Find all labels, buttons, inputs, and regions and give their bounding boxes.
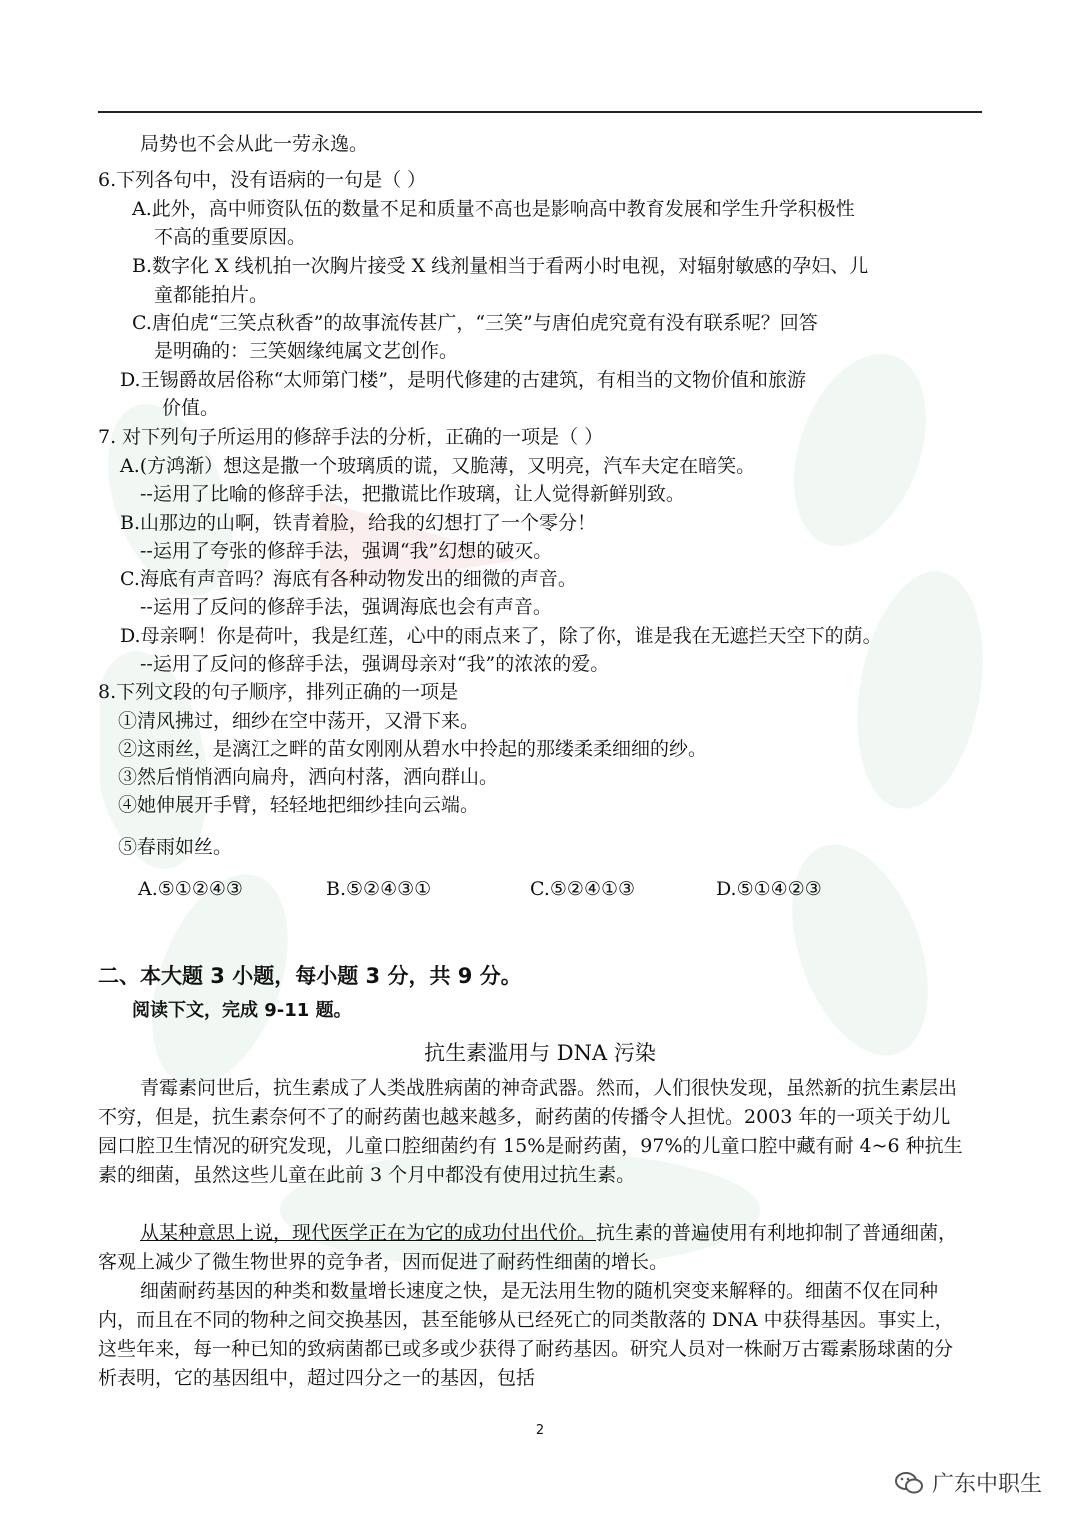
q6-option-c: C.唐伯虎“三笑点秋香”的故事流传甚广，“三笑”与唐伯虎究竟有没有联系呢？回答 [132,312,818,334]
q7-option-b: B.山那边的山啊，铁青着脸，给我的幻想打了一个零分！ [120,512,597,534]
q7-option-d-analysis: --运用了反问的修辞手法，强调母亲对“我”的浓浓的爱。 [140,653,610,675]
q8-stem: 8.下列文段的句子顺序，排列正确的一项是 [98,681,459,703]
q6-stem: 6.下列各句中，没有语病的一句是（ ） [98,169,427,191]
q8-sentence: ④她伸展开手臂，轻轻地把细纱挂向云端。 [118,794,480,816]
q8-sentence: ⑤春雨如丝。 [118,836,233,858]
article-paragraph-3 [98,1277,968,1393]
q8-sentence: ③然后悄悄洒向扁舟，洒向村落，洒向群山。 [118,766,499,788]
q7-stem: 7. 对下列句子所运用的修辞手法的分析，正确的一项是（ ） [98,426,604,448]
continued-line: 局势也不会从此一劳永逸。 [140,133,369,155]
paragraph-text: 细菌耐药基因的种类和数量增长速度之快，是无法用生物的随机突变来解释的。细菌不仅在同种内，而且在不同的物种之间交换基因，甚至能够从已经死亡的同类散落的 DNA 中获得基因。事实上，这些年来，每一种已知的致病菌都已或多或少获得了耐药基因。研究人员对一株耐万古霉素肠球菌的分析表明，它的基因组中，超过四分之一的基因，包括 [98,1280,954,1389]
q8-choice-c: C.⑤②④①③ [530,878,636,900]
section-instruction: 阅读下文，完成 9-11 题。 [132,1000,352,1021]
paragraph-text: 青霉素问世后，抗生素成了人类战胜病菌的神奇武器。然而，人们很快发现，虽然新的抗生素层出不穷，但是，抗生素奈何不了的耐药菌也越来越多，耐药菌的传播令人担忧。2003 年的一项关于幼儿园口腔卫生情况的研究发现，儿童口腔细菌约有 15%是耐药菌，97%的儿童口腔中藏有耐 4~6 种抗生素的细菌，虽然这些儿童在此前 3 个月中都没有使用过抗生素。 [98,1077,963,1186]
q6-option-b: B.数字化 X 线机拍一次胸片接受 X 线剂量相当于看两小时电视，对辐射敏感的孕妇、儿 [132,255,869,277]
q7-option-c-analysis: --运用了反问的修辞手法，强调海底也会有声音。 [140,596,552,618]
q7-option-c: C.海底有声音吗？海底有各种动物发出的细微的声音。 [120,568,577,590]
brand-mark [894,1467,1042,1498]
page-number: 2 [535,1423,545,1438]
q6-option-b-cont: 童都能拍片。 [154,284,269,306]
q7-option-d: D.母亲啊！你是荷叶，我是红莲，心中的雨点来了，除了你，谁是我在无遮拦天空下的荫。 [120,625,882,647]
top-rule [98,111,982,113]
q8-sentence: ②这雨丝，是漓江之畔的苗女刚刚从碧水中拎起的那缕柔柔细细的纱。 [118,738,708,760]
article-paragraph-1 [98,1074,968,1190]
q8-sentence: ①清风拂过，细纱在空中荡开，又滑下来。 [118,710,480,732]
underlined-sentence: 从某种意思上说，现代医学正在为它的成功付出代价。 [140,1222,597,1244]
q8-choice-b: B.⑤②④③① [326,878,432,900]
section-title: 二、本大题 3 小题，每小题 3 分，共 9 分。 [98,964,522,988]
q8-choice-d: D.⑤①④②③ [716,878,822,900]
article-paragraph-2 [98,1219,968,1277]
wechat-icon [894,1470,924,1496]
q6-option-d-cont: 价值。 [162,397,220,419]
q6-option-a: A.此外，高中师资队伍的数量不足和质量不高也是影响高中教育发展和学生升学积极性 [132,198,855,220]
q6-option-a-cont: 不高的重要原因。 [154,226,307,248]
brand-name: 广东中职生 [931,1472,1042,1497]
q6-option-d: D.王锡爵故居俗称“太师第门楼”，是明代修建的古建筑，有相当的文物价值和旅游 [120,369,807,391]
q7-option-b-analysis: --运用了夸张的修辞手法，强调“我”幻想的破灭。 [140,540,553,562]
paragraph-text: 抗生素的普遍使用有利地抑制了普通细菌，客观上减少了微生物世界的竞争者，因而促进了耐药性细菌的增长。 [98,1222,958,1273]
q8-choice-a: A.⑤①②④③ [138,878,243,900]
q7-option-a-analysis: --运用了比喻的修辞手法，把撒谎比作玻璃，让人觉得新鲜别致。 [140,483,685,505]
q6-option-c-cont: 是明确的：三笑姻缘纯属文艺创作。 [154,340,459,362]
article-title: 抗生素滥用与 DNA 污染 [424,1041,656,1065]
q7-option-a: A.(方鸿渐）想这是撒一个玻璃质的谎，又脆薄，又明亮，汽车夫定在暗笑。 [120,455,756,477]
